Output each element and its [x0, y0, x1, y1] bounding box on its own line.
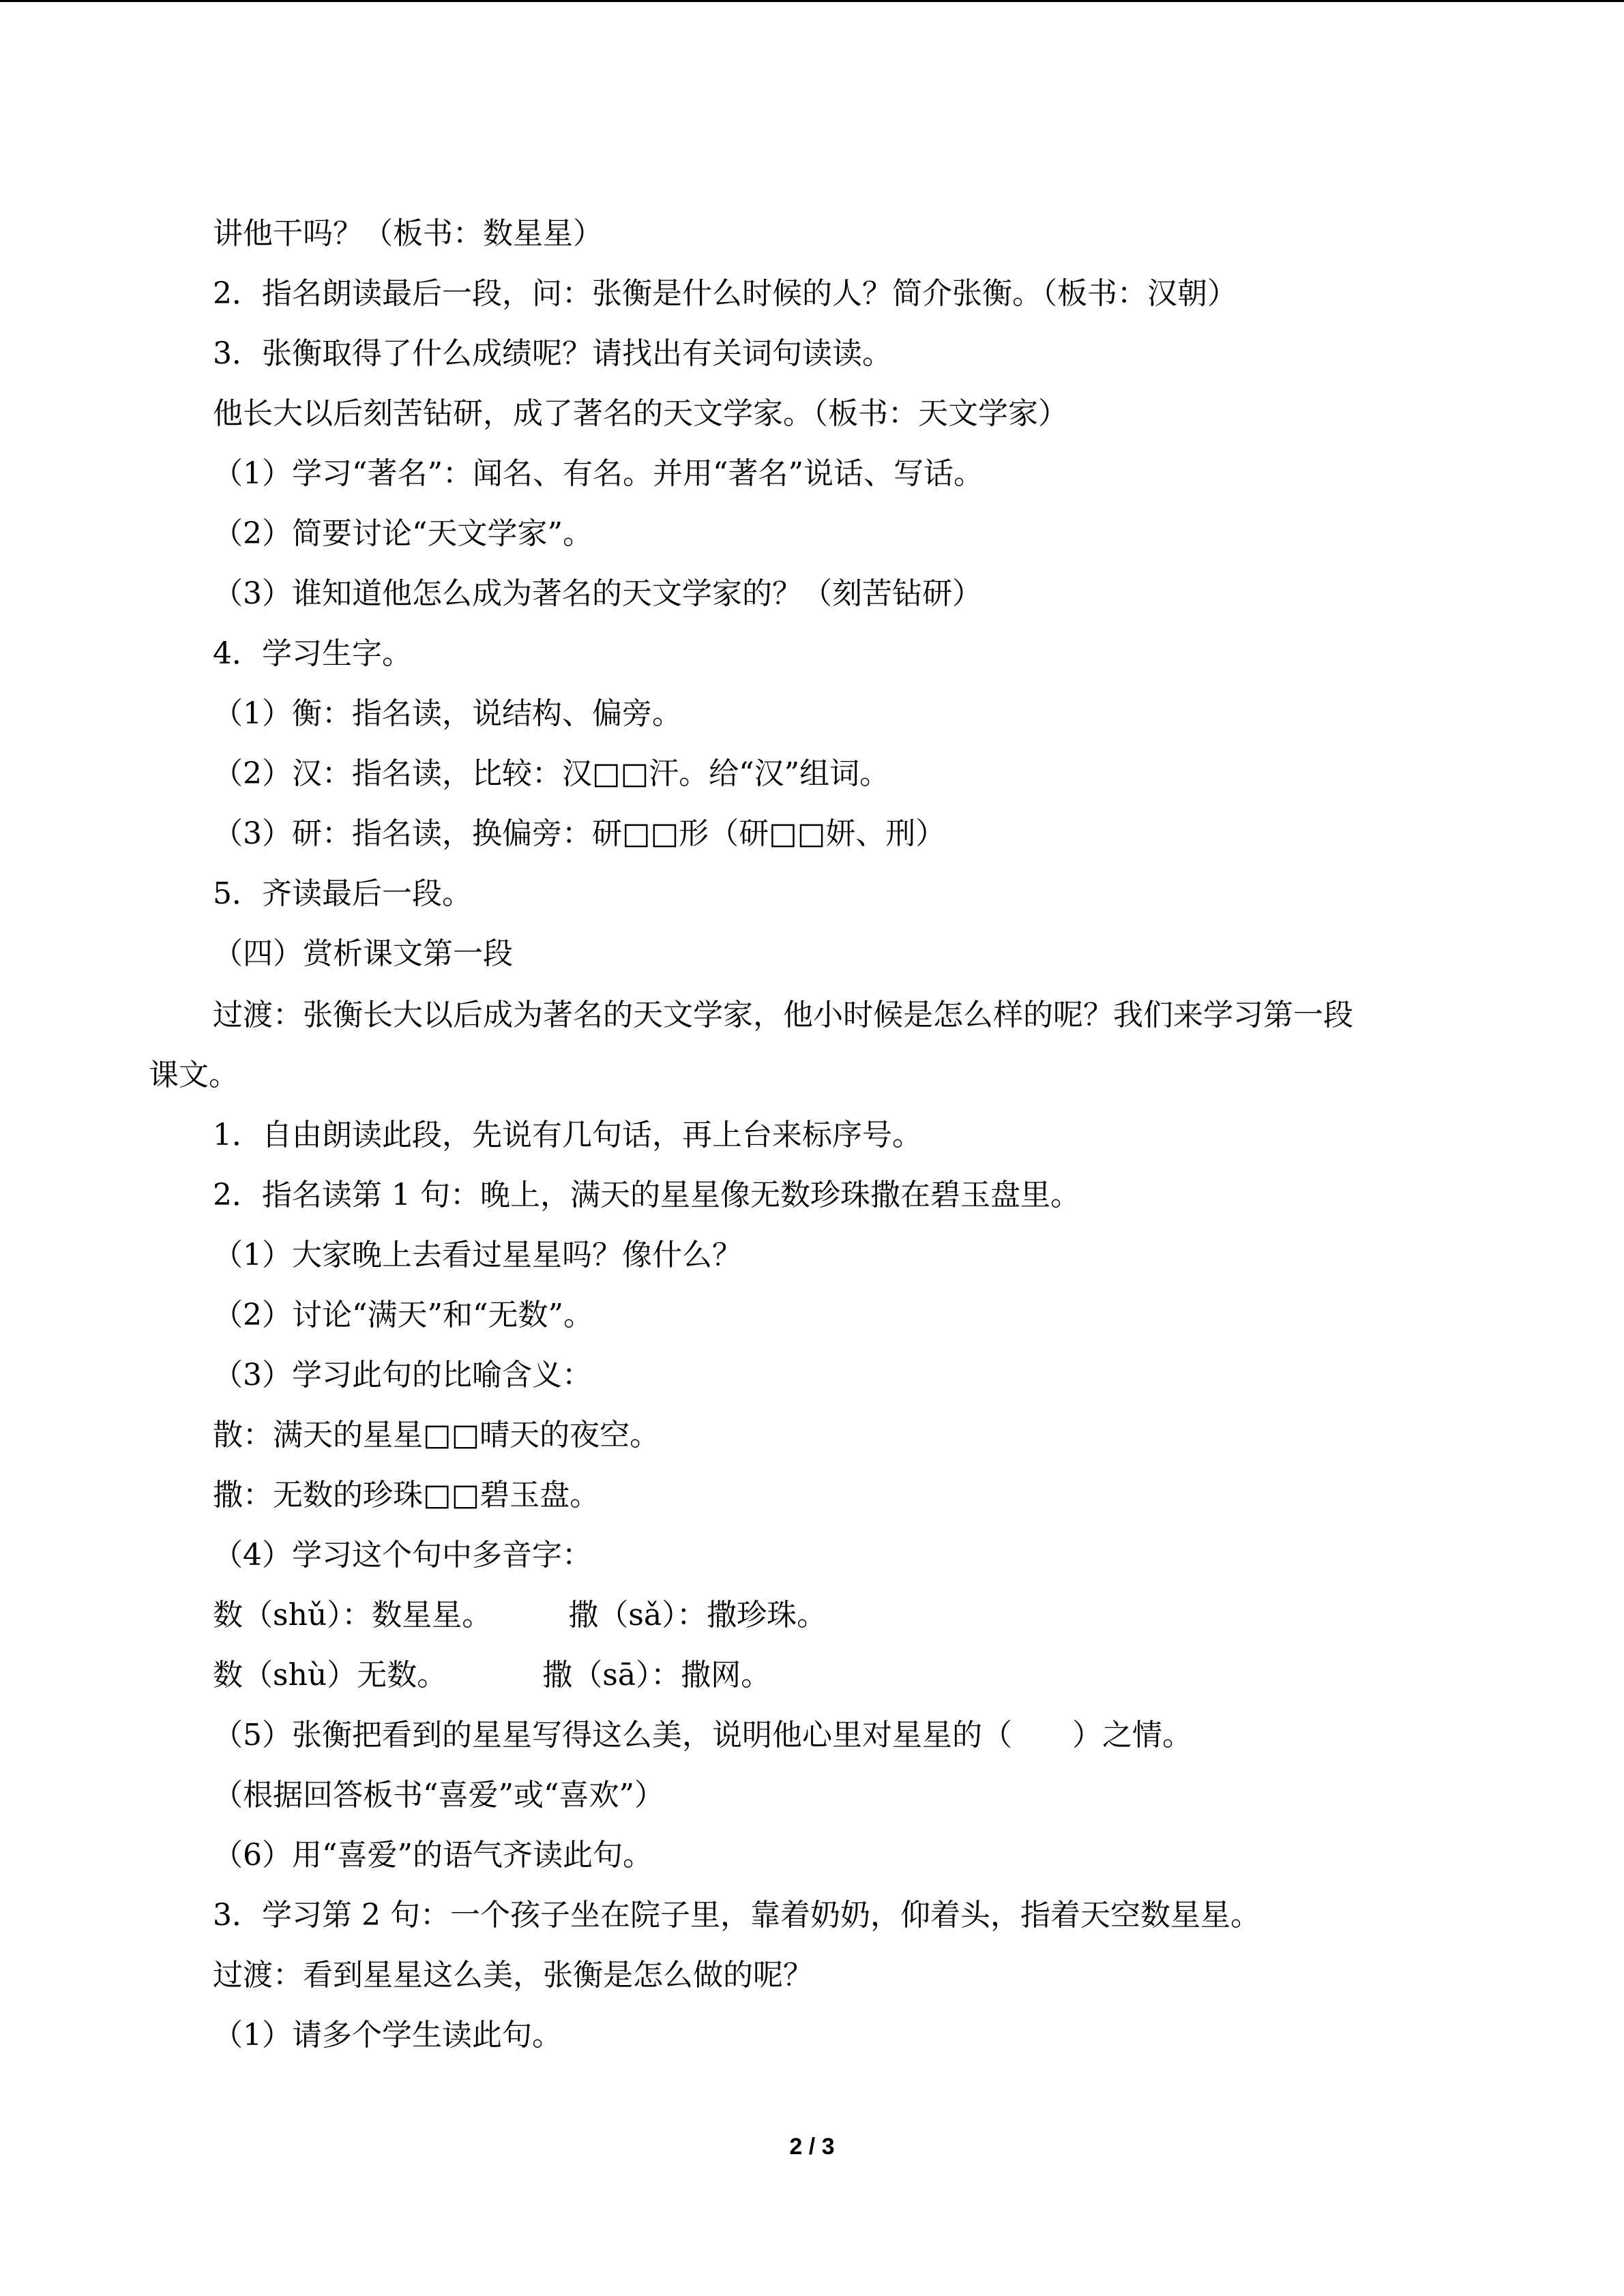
- text-line: （3）研：指名读，换偏旁：研□□形（研□□妍、刑）: [213, 816, 946, 851]
- pronunciation-entry: 数（shǔ）：数星星。: [213, 1598, 492, 1632]
- text-line: 课文。: [149, 1058, 239, 1092]
- text-line: （1）衡：指名读，说结构、偏旁。: [213, 696, 682, 731]
- text-line: 撒：无数的珍珠□□碧玉盘。: [213, 1478, 600, 1512]
- text-line: （3）谁知道他怎么成为著名的天文学家的？（刻苦钻研）: [213, 576, 982, 611]
- text-line: （2）汉：指名读，比较：汉□□汗。给“汉”组词。: [213, 756, 890, 791]
- text-line: 3．学习第 2 句：一个孩子坐在院子里，靠着奶奶，仰着头，指着天空数星星。: [213, 1898, 1260, 1933]
- pronunciation-entry: 数（shù）无数。: [213, 1658, 447, 1693]
- section-heading: （四）赏析课文第一段: [213, 936, 513, 971]
- pronunciation-entry: 撒（sǎ）：撒珍珠。: [568, 1598, 827, 1632]
- text-line: 过渡：看到星星这么美，张衡是怎么做的呢？: [213, 1958, 813, 1993]
- text-line: （根据回答板书“喜爱”或“喜欢”）: [213, 1778, 664, 1813]
- page-number: 2 / 3: [789, 2134, 835, 2160]
- text-line: 3．张衡取得了什么成绩呢？请找出有关词句读读。: [213, 336, 892, 371]
- text-line: （2）简要讨论“天文学家”。: [213, 516, 593, 551]
- text-line: （3）学习此句的比喻含义：: [213, 1358, 592, 1392]
- text-line: （6）用“喜爱”的语气齐读此句。: [213, 1838, 653, 1873]
- text-line: 散：满天的星星□□晴天的夜空。: [213, 1418, 660, 1452]
- text-line: 1．自由朗读此段，先说有几句话，再上台来标序号。: [213, 1118, 922, 1152]
- text-line: （1）请多个学生读此句。: [213, 2018, 562, 2053]
- text-line: 过渡：张衡长大以后成为著名的天文学家，他小时候是怎么样的呢？我们来学习第一段: [213, 998, 1353, 1032]
- text-line: （4）学习这个句中多音字：: [213, 1538, 592, 1572]
- text-line: （1）学习“著名”：闻名、有名。并用“著名”说话、写话。: [213, 456, 984, 491]
- text-line: 讲他干吗？（板书：数星星）: [213, 216, 603, 251]
- text-line: 2．指名读第 1 句：晚上，满天的星星像无数珍珠撒在碧玉盘里。: [213, 1178, 1080, 1212]
- text-line: 5．齐读最后一段。: [213, 876, 472, 911]
- pronunciation-row: [213, 1595, 827, 1636]
- text-line: （5）张衡把看到的星星写得这么美，说明他心里对星星的（ ）之情。: [213, 1718, 1192, 1753]
- text-line: 他长大以后刻苦钻研，成了著名的天文学家。（板书：天文学家）: [213, 396, 1068, 431]
- text-line: 4．学习生字。: [213, 636, 412, 671]
- text-line: （1）大家晚上去看过星星吗？像什么？: [213, 1238, 742, 1272]
- text-line: 2．指名朗读最后一段，问：张衡是什么时候的人？简介张衡。（板书：汉朝）: [213, 276, 1237, 311]
- text-line: （2）讨论“满天”和“无数”。: [213, 1298, 593, 1332]
- pronunciation-row: [213, 1655, 771, 1696]
- pronunciation-entry: 撒（sā）：撒网。: [542, 1658, 771, 1693]
